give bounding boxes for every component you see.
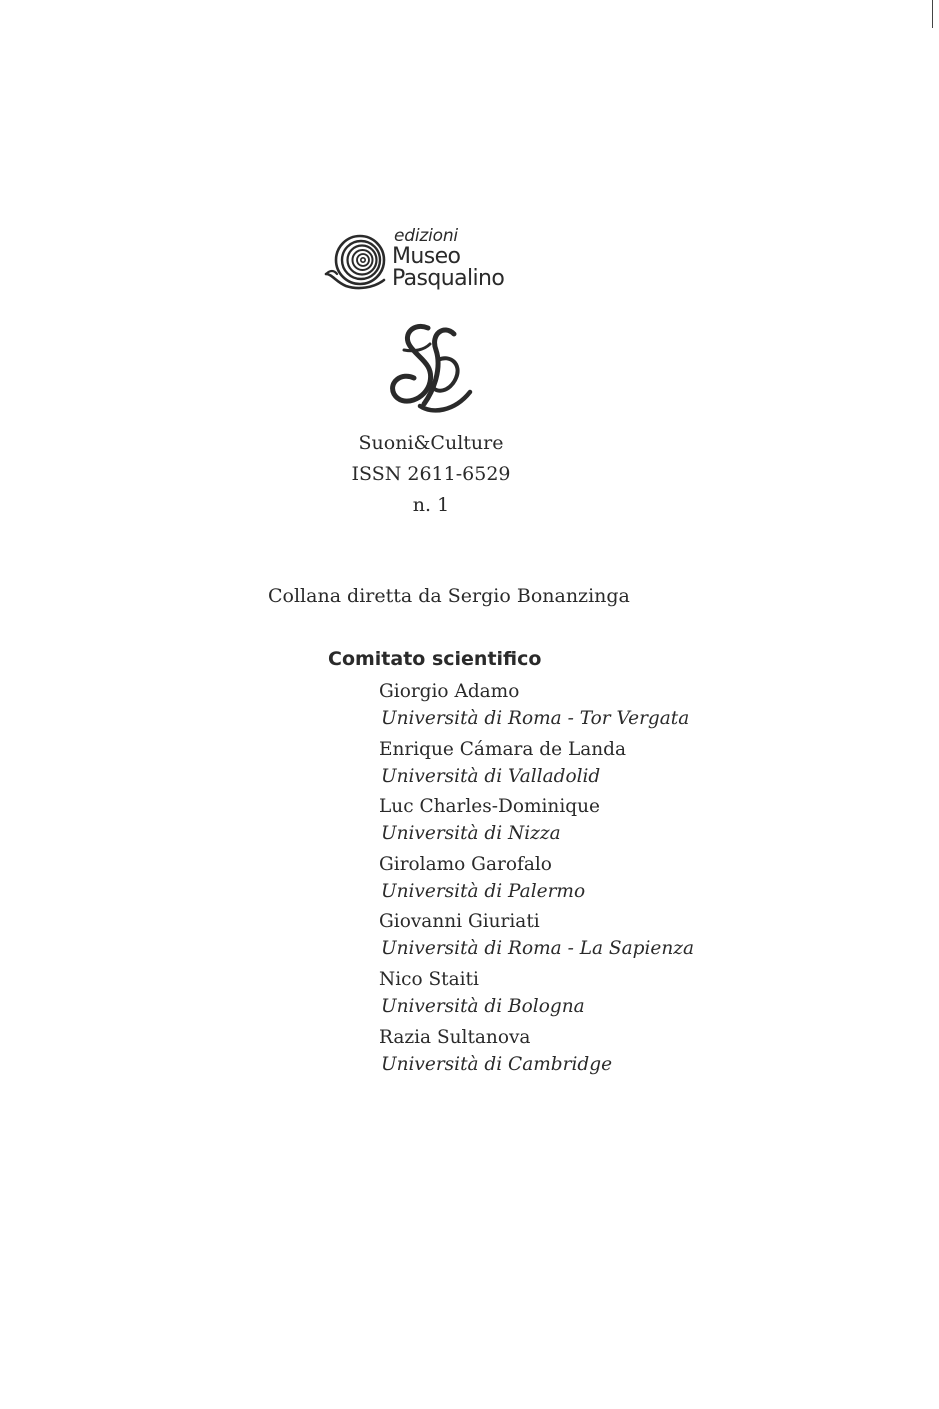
series-info (300, 428, 562, 521)
committee-member (379, 851, 694, 909)
series-issn: ISSN 2611-6529 (351, 463, 511, 485)
page-edge-line (932, 0, 933, 28)
committee-member (379, 1024, 694, 1082)
member-name: Giorgio Adamo (379, 681, 520, 702)
series-name: Suoni&Culture (358, 432, 504, 454)
committee-member (379, 966, 694, 1024)
member-affiliation: Università di Nizza (381, 823, 561, 845)
series-number: n. 1 (412, 494, 450, 516)
member-affiliation: Università di Bologna (381, 995, 585, 1017)
sc-monogram-icon (384, 320, 476, 416)
member-name: Nico Staiti (379, 968, 479, 990)
logo-museo: Museo (392, 244, 461, 269)
publisher-logo (324, 226, 534, 292)
series-director: Collana diretta da Sergio Bonanzinga (268, 585, 630, 607)
committee-members (379, 678, 694, 1081)
member-name: Giovanni Giuriati (379, 911, 540, 933)
member-name: Enrique Cámara de Landa (379, 738, 627, 760)
member-name: Luc Charles-Dominique (379, 796, 600, 818)
committee-member (379, 793, 694, 851)
member-affiliation: Università di Cambridge (381, 1053, 613, 1075)
logo-edizioni: edizioni (394, 226, 458, 246)
member-affiliation: Università di Palermo (381, 880, 586, 902)
committee-heading: Comitato scientifico (328, 648, 542, 670)
logo-pasqualino: Pasqualino (392, 266, 505, 291)
member-affiliation: Università di Roma - La Sapienza (381, 938, 695, 960)
member-affiliation: Università di Roma - Tor Vergata (381, 708, 690, 729)
committee-member (379, 678, 694, 736)
member-affiliation: Università di Valladolid (381, 765, 601, 787)
member-name: Razia Sultanova (379, 1026, 531, 1048)
committee-member (379, 908, 694, 966)
member-name: Girolamo Garofalo (379, 853, 552, 875)
spiral-shell-icon (324, 230, 390, 292)
committee-member (379, 736, 694, 794)
